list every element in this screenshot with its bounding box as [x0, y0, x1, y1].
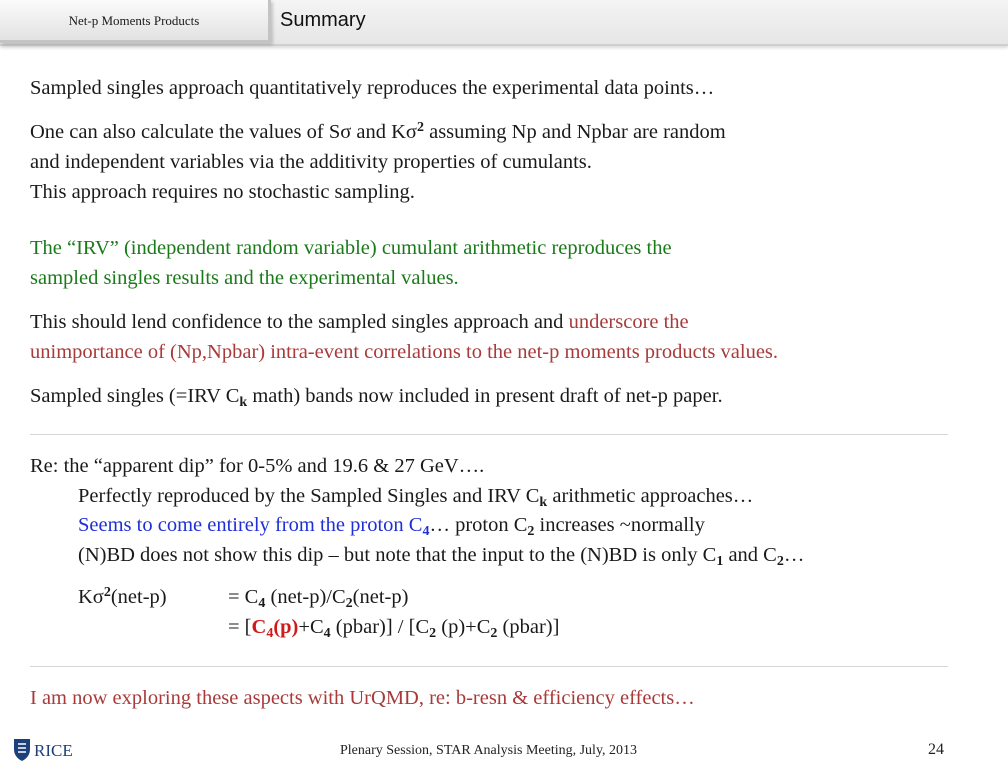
divider-top [30, 434, 948, 435]
dip-line-1: Perfectly reproduced by the Sampled Singles and IRV $C_k$ arithmetic approaches… [78, 485, 754, 510]
slide-title: Summary [280, 9, 366, 31]
calc-line-3: This approach requires no stochastic sampling. [30, 181, 415, 203]
summary-line-1: Sampled singles approach quantitatively reproduces the experimental data points… [30, 77, 715, 99]
confidence-line-1: This should lend confidence to the sampled singles approach and underscore the [30, 311, 689, 333]
footer-caption: Plenary Session, STAR Analysis Meeting, July, 2013 [340, 743, 638, 758]
closing-line: I am now exploring these aspects with UrQMD, re: b-resn & efficiency effects… [30, 687, 695, 709]
irv-line-2: sampled singles results and the experimental values. [30, 267, 459, 289]
calc-line-1: One can also calculate the values of Sσ and $K\sigma^2$ assuming Np and Npbar are random [30, 120, 726, 143]
section-tab: Net-p Moments Products [0, 0, 271, 43]
equation-rhs-1: = $C_4$ $(net-p)/C_2(net-p)$ [228, 586, 409, 611]
equation-rhs-2: = [$C_4(p)+C_4$ (pbar)] / [$C_2$ $(p)+C_2$ (pbar)] [228, 616, 560, 641]
calc-line-2: and independent variables via the additivity properties of cumulants. [30, 151, 592, 173]
dip-line-2: Seems to come entirely from the proton $C_4\dots$ proton $C_2$ increases ~normally [78, 514, 705, 539]
dip-line-3: (N)BD does not show this dip – but note that the input to the (N)BD is only $C_1$ and $C_2\dots$ [78, 544, 805, 569]
shield-icon [14, 739, 30, 761]
irv-line-1: The “IRV” (independent random variable) cumulant arithmetic reproduces the [30, 237, 672, 259]
equation-lhs: $K\sigma^2(net-p)$ [78, 585, 167, 608]
bands-line: Sampled singles (=IRV $C_k$ math) bands now included in present draft of net-p paper. [30, 385, 723, 410]
rice-logo [12, 735, 92, 763]
page-number: 24 [928, 741, 944, 758]
divider-bottom [30, 666, 948, 667]
confidence-line-2: unimportance of (Np,Npbar) intra-event correlations to the net-p moments products values. [30, 341, 779, 363]
dip-heading: Re: the “apparent dip” for 0-5% and 19.6 & 27 GeV…. [30, 455, 485, 477]
rice-logo-text: RICE [34, 741, 73, 760]
